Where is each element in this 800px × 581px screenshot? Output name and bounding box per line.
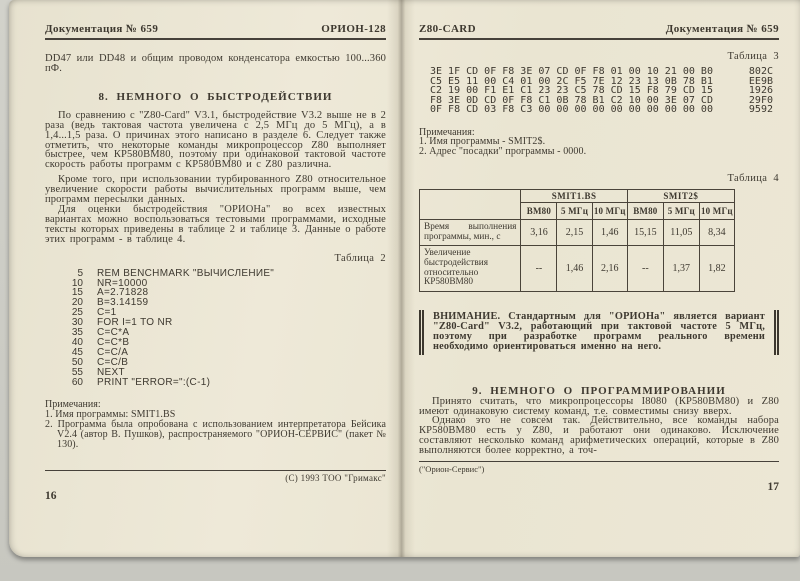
line-code: C=C*B (97, 336, 130, 348)
paragraph: Принято считать, что микропроцессоры I8080 (КР580ВМ80) и Z80 имеют одинаковую систему команд, т.е. совместимы снизу вверх. (419, 395, 779, 417)
table-caption: Таблица 3 (727, 51, 779, 62)
warning-box (419, 310, 779, 355)
line-code: NEXT (97, 366, 125, 378)
hex-checksum: 9592 (748, 104, 773, 115)
right-page (419, 18, 779, 493)
value-cell: 2,16 (592, 246, 627, 291)
line-number: 40 (71, 336, 83, 348)
notes-title: Примечания: (45, 399, 101, 411)
note-item: 1. Имя программы: SMIT1.BS (45, 409, 176, 421)
value-cell: 11,05 (663, 220, 699, 246)
doc-number: Документация № 659 (45, 23, 159, 35)
group-header-cell: SMIT1.BS (521, 190, 627, 203)
hex-row (430, 105, 773, 115)
notes-block (419, 128, 779, 158)
footer-rule (45, 470, 386, 471)
note-item: 2. Программа была опробована с использованием интерпретатора Бейсика V2.4 (автор В. Пушков), распространяемого "ОРИОН-СЕРВИС" (пакет № 130). (45, 419, 386, 451)
running-header (45, 23, 386, 35)
hex-checksum: 802C (748, 66, 773, 77)
line-code: A=2.71828 (97, 287, 149, 299)
paragraph: Кроме того, при использовании турбированного Z80 относительное увеличение скорости работы вычислительных программ выше, чем программ пересылки данных. (45, 174, 386, 206)
group-header-cell: SMIT2$ (627, 190, 734, 203)
hex-bytes: C5 E5 11 00 C4 01 00 2C F5 7E 12 23 13 0B 78 B1 (430, 75, 713, 87)
warning-label: ВНИМАНИЕ. (433, 310, 501, 322)
benchmark-table (419, 189, 735, 292)
value-cell: 1,37 (663, 246, 699, 291)
notes-title: Примечания: (419, 126, 475, 138)
value-cell: 15,15 (627, 220, 663, 246)
line-number: 55 (71, 366, 83, 378)
table-caption: Таблица 2 (334, 252, 386, 264)
hex-bytes: F8 3E 0D CD 0F F8 C1 0B 78 B1 C2 10 00 3E 07 CD (430, 94, 713, 106)
line-number: 45 (71, 346, 83, 358)
section-body (419, 397, 779, 456)
section-body (45, 111, 386, 245)
line-number: 35 (71, 327, 83, 339)
row-label-cell: Увеличение быстродействия относительно КР580ВМ80 (420, 246, 521, 291)
hex-dump-table (419, 67, 779, 115)
col-header-cell: 5 МГц (557, 203, 592, 220)
hex-checksum: 29F0 (748, 94, 773, 106)
warning-text: Стандартным для "ОРИОНа" является вариант "Z80-Card" V3.2, работающий при тактовой частоте 5 МГц, поэтому при разработке программ реального времени необходимо ориентироваться именно на него. (433, 310, 765, 353)
line-number: 5 (77, 267, 83, 279)
value-cell: 3,16 (521, 220, 557, 246)
value-cell: -- (521, 246, 557, 291)
col-header-cell: ВМ80 (521, 203, 557, 220)
listing-line (67, 378, 386, 388)
line-code: NR=10000 (97, 277, 148, 289)
paragraph: Однако это не совсем так. Действительно, все команды набора КР580ВМ80 есть у Z80, и работают они одинаково. Исключение составляют несколько команд арифметических операций, которые в Z80 выполняются более корректно, а точ- (419, 415, 779, 457)
col-header-cell: 10 МГц (592, 203, 627, 220)
line-code: PRINT "ERROR=":(C-1) (97, 376, 211, 388)
hex-bytes: C2 19 00 F1 E1 C1 23 23 C5 78 CD 15 F8 79 CD 15 (430, 85, 713, 96)
line-number: 20 (71, 297, 83, 309)
page-number: 17 (767, 481, 779, 494)
hex-checksum: EE9B (748, 75, 773, 87)
paragraph: По сравнению с "Z80-Card" V3.1, быстродействие V3.2 выше не в 2 раза (ведь тактовая частота увеличена с 2,5 МГц до 5 МГц), а в 1,4...1,5 раза. О причинах этого написано в разделе 6. Следует также отметить, что некоторые команды микропроцессор Z80 выполняет быстрее, чем КР580ВМ80, поэтому при одинаковой тактовой частоте скорость работы программ с КР580ВМ80 и с Z80 различна. (45, 109, 386, 171)
imprint: ("Орион-Сервис") (419, 464, 485, 475)
line-code: C=C*A (97, 327, 130, 339)
program-listing (45, 269, 386, 388)
value-cell: -- (627, 246, 663, 291)
line-code: C=1 (97, 307, 117, 319)
line-number: 50 (71, 356, 83, 368)
value-cell: 1,46 (557, 246, 592, 291)
page-number: 16 (45, 490, 57, 502)
row-label-cell: Время выполнения программы, мин., с (420, 220, 521, 246)
warning-paragraph (433, 312, 765, 353)
note-item: 1. Имя программы - SMIT2$. (419, 136, 546, 148)
doc-number: Документация № 659 (665, 23, 779, 35)
paragraph: Для оценки быстродействия "ОРИОНа" во всех известных вариантах можно воспользоваться тестовыми программами, исходные тексты которых приведены в таблице 2 и таблице 3. Данные о работе этих программ - в таблице 4. (45, 203, 386, 245)
line-number: 25 (71, 307, 83, 319)
notes-list (45, 410, 386, 450)
value-cell: 1,82 (699, 246, 734, 291)
line-code: FOR I=1 TO NR (97, 317, 173, 329)
line-code: REM BENCHMARK "ВЫЧИСЛЕНИЕ" (97, 267, 275, 279)
line-number: 10 (71, 277, 83, 289)
section-title: 9. НЕМНОГО О ПРОГРАММИРОВАНИИ (472, 384, 726, 397)
table-row (420, 246, 735, 291)
footer-rule (419, 461, 779, 462)
line-number: 30 (71, 317, 83, 329)
left-page (45, 18, 386, 502)
corner-cell (420, 190, 521, 220)
line-code: B=3.14159 (97, 297, 149, 309)
listing-line (67, 269, 386, 279)
card-title: Z80-CARD (419, 23, 476, 35)
table-row (420, 190, 735, 203)
running-header (419, 23, 779, 35)
intro-paragraph: DD47 или DD48 и общим проводом конденсатора емкостью 100...360 пФ. (45, 53, 386, 74)
value-cell: 8,34 (699, 220, 734, 246)
header-rule (419, 38, 779, 40)
hex-bytes: 0F F8 CD 03 F8 C3 00 00 00 00 00 00 00 00 00 00 (430, 104, 713, 115)
book-spread (9, 0, 800, 557)
hex-checksum: 1926 (748, 85, 773, 96)
value-cell: 2,15 (557, 220, 592, 246)
line-number: 60 (71, 376, 83, 388)
notes-list (419, 137, 779, 157)
col-header-cell: 5 МГц (663, 203, 699, 220)
note-item: 2. Адрес "посадки" программы - 0000. (419, 146, 587, 158)
section-title: 8. НЕМНОГО О БЫСТРОДЕЙСТВИИ (98, 90, 333, 103)
hex-bytes: 3E 1F CD 0F F8 3E 07 CD 0F F8 01 00 10 21 00 B0 (430, 66, 713, 77)
col-header-cell: 10 МГц (699, 203, 734, 220)
table-row (420, 220, 735, 246)
book-gutter-shadow (387, 0, 415, 557)
col-header-cell: ВМ80 (627, 203, 663, 220)
line-number: 15 (71, 287, 83, 299)
line-code: C=C/B (97, 356, 129, 368)
line-code: C=C/A (97, 346, 129, 358)
value-cell: 1,46 (592, 220, 627, 246)
notes-block (45, 400, 386, 450)
header-rule (45, 38, 386, 40)
book-title: ОРИОН-128 (321, 23, 386, 35)
copyright: (С) 1993 ТОО "Гримакс" (285, 473, 386, 483)
table-caption: Таблица 4 (727, 173, 779, 185)
